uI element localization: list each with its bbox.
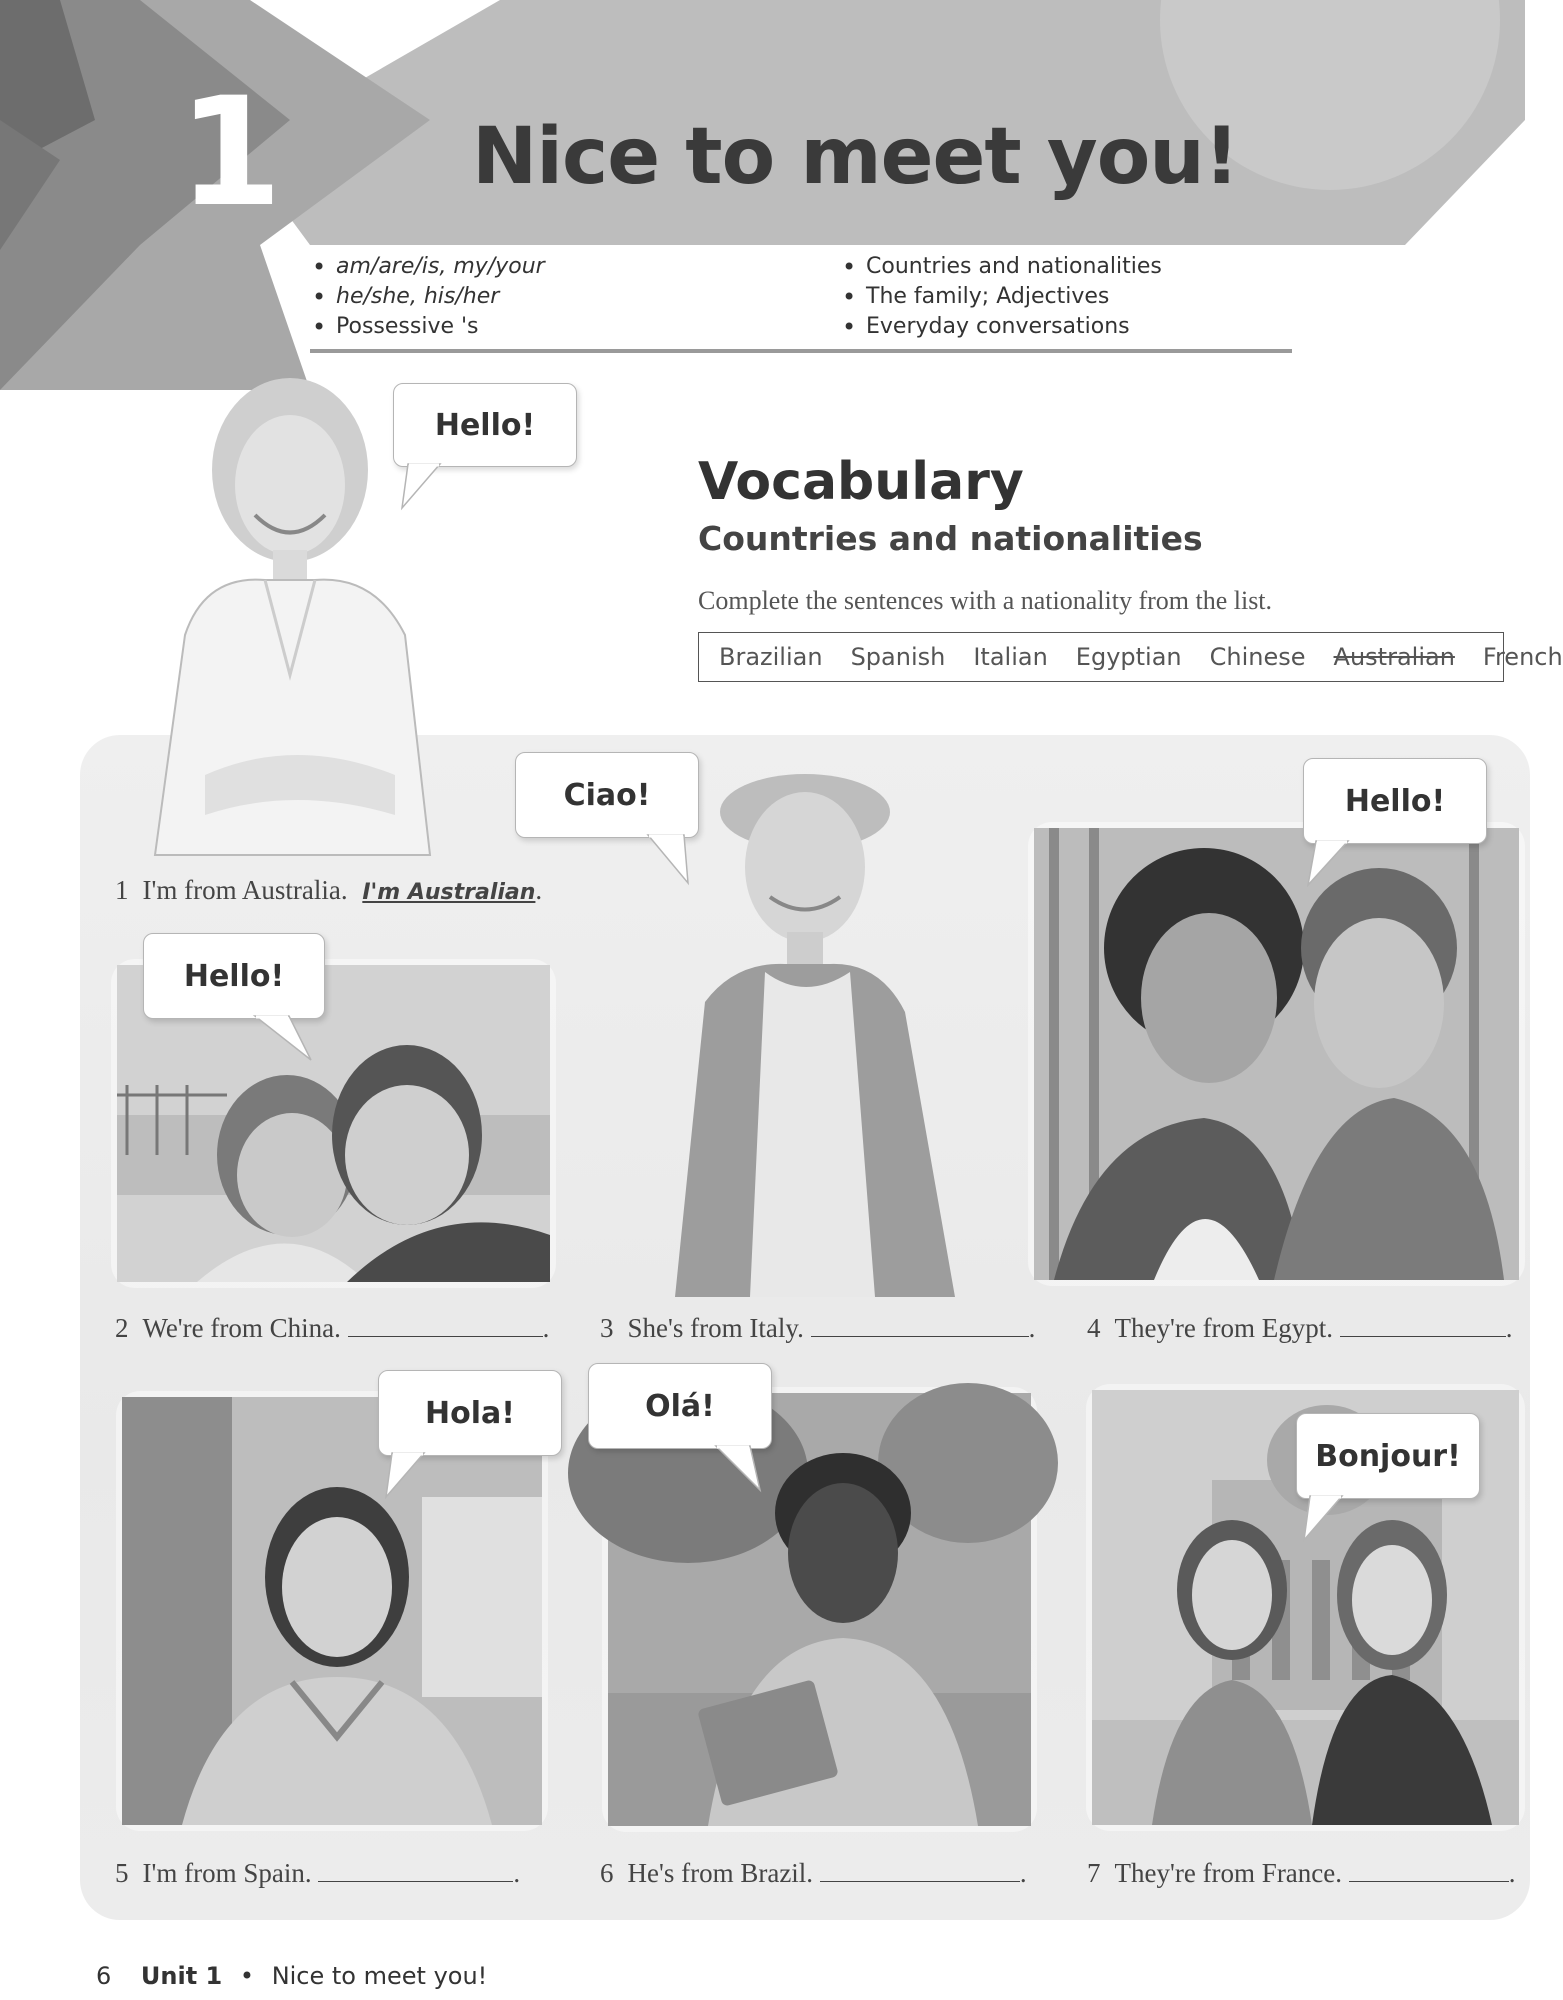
word-item: Italian xyxy=(973,643,1048,671)
speech-bubble: Bonjour! xyxy=(1296,1413,1480,1499)
speech-bubble: Hello! xyxy=(1303,758,1487,844)
speech-bubble: Olá! xyxy=(588,1363,772,1449)
section-subheading: Countries and nationalities xyxy=(698,519,1203,558)
footer-unit-title: Nice to meet you! xyxy=(271,1962,488,1990)
topic-item: • Countries and nationalities xyxy=(840,252,1162,282)
footer-separator: • xyxy=(239,1962,255,1990)
word-item: Egyptian xyxy=(1075,643,1182,671)
sentence-number: 7 xyxy=(1087,1858,1101,1888)
sentence-2: 2 We're from China. . xyxy=(115,1313,550,1343)
answer-blank[interactable] xyxy=(348,1314,543,1337)
answer-blank[interactable] xyxy=(1349,1859,1509,1882)
sentence-text: They're from Egypt. xyxy=(1114,1313,1334,1343)
topic-item: • Possessive 's xyxy=(310,312,545,342)
sentence-3: 3 She's from Italy. . xyxy=(600,1313,1036,1343)
word-item: Spanish xyxy=(850,643,946,671)
sentence-text: I'm from Australia. xyxy=(142,875,348,905)
grammar-topics-list xyxy=(310,252,545,342)
sentence-text: He's from Brazil. xyxy=(627,1858,814,1888)
speech-bubble: Hello! xyxy=(143,933,325,1019)
sentence-number: 4 xyxy=(1087,1313,1101,1343)
sentence-number: 1 xyxy=(115,875,129,905)
section-heading: Vocabulary xyxy=(698,452,1024,512)
bubble-tail xyxy=(648,835,698,885)
photo-brazilian-man xyxy=(608,1393,1031,1826)
vocabulary-topics-list xyxy=(840,252,1162,342)
word-list-box xyxy=(698,632,1563,682)
sentence-number: 2 xyxy=(115,1313,129,1343)
sentence-7: 7 They're from France. . xyxy=(1087,1858,1516,1888)
word-item: Chinese xyxy=(1209,643,1306,671)
page-number: 6 xyxy=(96,1962,112,1990)
bubble-tail xyxy=(1300,1496,1350,1542)
answer-blank[interactable] xyxy=(820,1859,1020,1882)
sentence-number: 5 xyxy=(115,1858,129,1888)
sentence-text: She's from Italy. xyxy=(627,1313,804,1343)
unit-title: Nice to meet you! xyxy=(472,112,1239,202)
sentence-number: 6 xyxy=(600,1858,614,1888)
exercise-instruction: Complete the sentences with a nationality from the list. xyxy=(698,586,1273,615)
sentence-5: 5 I'm from Spain. . xyxy=(115,1858,521,1888)
word-item: Brazilian xyxy=(719,643,823,671)
footer-unit-label: Unit 1 xyxy=(140,1962,223,1990)
sentence-text: They're from France. xyxy=(1114,1858,1343,1888)
word-item: French xyxy=(1482,643,1563,671)
answer-blank[interactable] xyxy=(811,1314,1029,1337)
topic-item: • am/are/is, my/your xyxy=(310,252,545,282)
photo-egyptian-men xyxy=(1034,828,1519,1280)
unit-number: 1 xyxy=(178,66,283,240)
bubble-tail xyxy=(382,1453,432,1499)
word-item-used: Australian xyxy=(1333,643,1455,671)
bubble-tail xyxy=(255,1016,315,1062)
speech-bubble: Hello! xyxy=(393,383,577,467)
header-divider xyxy=(310,349,1292,353)
bubble-tail xyxy=(1306,841,1356,887)
answer-blank[interactable] xyxy=(318,1859,513,1882)
example-answer: I'm Australian xyxy=(362,880,536,905)
photo-italian-woman xyxy=(655,772,1000,1297)
sentence-number: 3 xyxy=(600,1313,614,1343)
sentence-text: I'm from Spain. xyxy=(142,1858,312,1888)
topic-item: • The family; Adjectives xyxy=(840,282,1162,312)
bubble-tail xyxy=(716,1446,766,1492)
sentence-1: 1 I'm from Australia. I'm Australian. xyxy=(115,875,543,905)
sentence-text: We're from China. xyxy=(142,1313,341,1343)
photo-spanish-woman xyxy=(122,1397,542,1825)
sentence-4: 4 They're from Egypt. . xyxy=(1087,1313,1513,1343)
topic-item: • he/she, his/her xyxy=(310,282,545,312)
answer-blank[interactable] xyxy=(1340,1314,1506,1337)
speech-bubble: Hola! xyxy=(378,1370,562,1456)
page-footer xyxy=(96,1962,487,1990)
sentence-6: 6 He's from Brazil. . xyxy=(600,1858,1027,1888)
topic-item: • Everyday conversations xyxy=(840,312,1162,342)
speech-bubble: Ciao! xyxy=(515,752,699,838)
bubble-tail xyxy=(400,464,450,510)
